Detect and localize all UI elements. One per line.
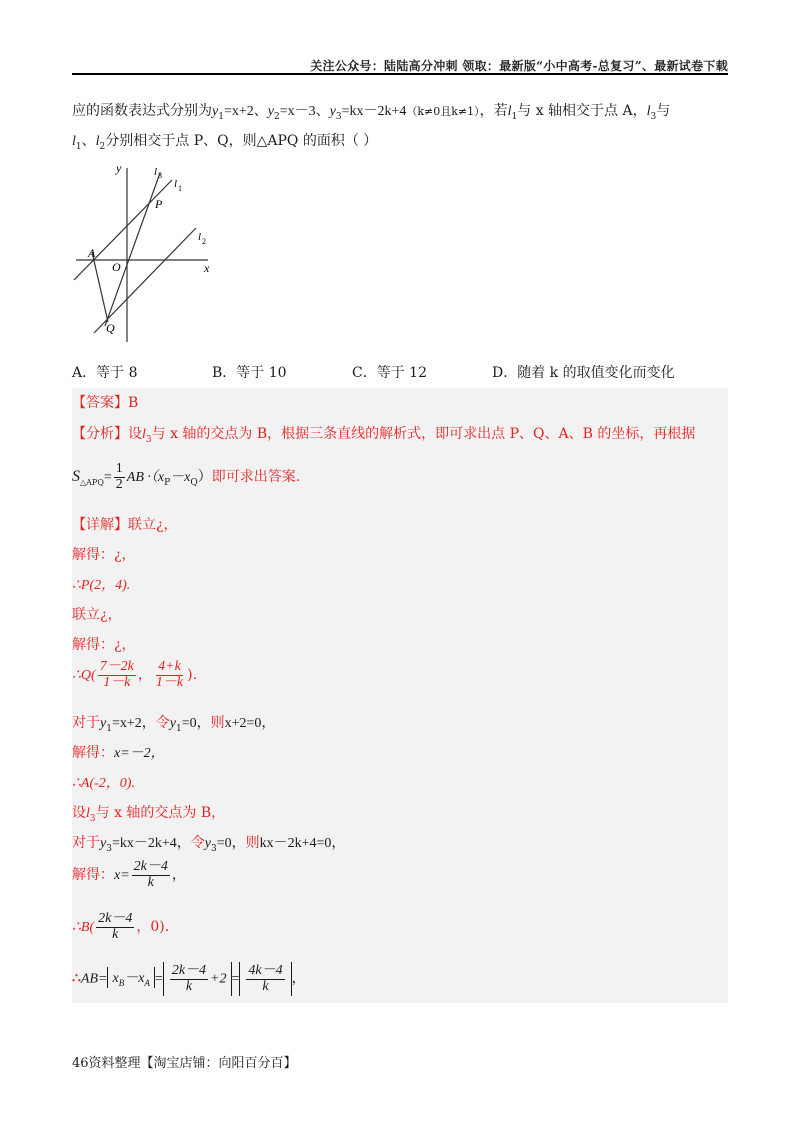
y3-expression: =kx－2k+4 [341, 104, 407, 119]
l1-subscript: 1 [511, 111, 518, 122]
header-rule [72, 73, 728, 75]
xa-subscript: A [144, 978, 150, 989]
l2-label: l [198, 231, 202, 243]
fraction-denominator: 1－k [103, 674, 131, 690]
separator: ， [171, 867, 186, 884]
equation: =0， [181, 716, 211, 731]
y1-expression: =x+2、 [223, 104, 268, 119]
plus-two: +2 [210, 971, 227, 987]
option-text: 随着 k 的取值变化而变化 [517, 365, 675, 381]
abs-final-fraction [239, 962, 291, 996]
xb-subscript: B [118, 978, 125, 989]
detail-text: 解得： [72, 867, 114, 884]
separator: ， [137, 667, 152, 684]
detail-line-5 [72, 634, 136, 654]
analysis-text: 与 x 轴的交点为 B，根据三条直线的解析式，即可求出点 P、Q、A、B 的坐标，再根据 [151, 426, 696, 442]
l3-subscript: 3 [89, 813, 96, 824]
page-footer: 46资料整理【淘宝店铺：向阳百分百】 [72, 1056, 297, 1071]
detail-text: 对于 [72, 715, 100, 731]
equation: =0， [216, 836, 246, 851]
answer-line [72, 392, 138, 412]
option-letter: A． [72, 365, 97, 381]
fraction-denominator: k [147, 874, 154, 890]
detail-line-13 [72, 912, 169, 942]
option-text: 等于 10 [236, 365, 287, 381]
detail-line-9 [72, 772, 135, 792]
equals: = [231, 971, 240, 987]
detail-text: ，0). [136, 919, 170, 936]
l3-symbol: l [646, 104, 651, 119]
question-text: ，若 [479, 103, 508, 119]
l2-symbol: l [95, 134, 100, 149]
detail-text: ). [187, 667, 198, 684]
option-text: 等于 8 [96, 365, 138, 381]
y3-subscript: 3 [106, 843, 112, 854]
abs-xb-minus-xa [107, 967, 154, 988]
option-text: 等于 12 [376, 365, 427, 381]
detail-line-14 [72, 962, 306, 996]
fraction-numerator: 4k－4 [248, 963, 283, 978]
fraction-numerator: 2k－4 [133, 859, 168, 874]
l3-label: l [154, 166, 158, 178]
detail-line-3 [72, 574, 130, 594]
detail-text: 与 x 轴的交点为 B， [95, 805, 226, 821]
question-text: 分别相交于点 P、Q，则△APQ 的面积（ ） [105, 133, 378, 149]
equals: = [103, 470, 112, 486]
y2-subscript: 2 [273, 111, 280, 122]
analysis-line-1 [72, 423, 695, 445]
y1-symbol: y [169, 716, 176, 731]
area-subscript: △APQ [80, 477, 104, 487]
x-solution: x=－2， [114, 746, 165, 761]
b-x-fraction [96, 912, 134, 942]
equation: kx－2k+4=0， [259, 836, 346, 851]
detail-text: 解得：¿， [72, 547, 136, 563]
formula-text: AB ·（x [126, 470, 165, 486]
detail-line-2 [72, 544, 136, 564]
y3-symbol: y [329, 104, 336, 119]
fraction-denominator: 1－k [155, 674, 184, 690]
point-b-prefix: ∴B( [72, 920, 95, 936]
abs-fraction-plus-2 [163, 962, 232, 996]
y1-subscript: 1 [175, 723, 182, 734]
detail-line-1 [72, 514, 178, 534]
detail-tag: 【详解】 [72, 517, 128, 533]
xq-subscript: Q [190, 477, 198, 488]
l3-label-sub: 3 [158, 171, 162, 180]
detail-line-4 [72, 604, 122, 624]
origin-label: O [112, 260, 121, 274]
x-equals: x= [114, 868, 130, 884]
question-line-1 [72, 100, 670, 122]
l3-symbol: l [142, 427, 146, 442]
detail-text: 令 [155, 715, 170, 731]
y3-subscript: 3 [335, 111, 342, 122]
question-text: 与 x 轴相交于点 A， [517, 103, 647, 119]
detail-text: 联立¿， [72, 607, 122, 623]
fraction-numerator: 4+k [158, 659, 181, 674]
option-c [352, 362, 427, 382]
y1-subscript: 1 [218, 111, 224, 122]
option-letter: C． [352, 365, 377, 381]
detail-line-6 [72, 660, 197, 690]
page-header: 关注公众号：陆陆高分冲刺 领取：最新版“小中高考-总复习”、最新试卷下载 [310, 59, 728, 73]
l1-symbol: l [72, 134, 76, 149]
line-l1 [74, 180, 172, 280]
point-p-label: P [155, 197, 163, 211]
point-q-label: Q [106, 321, 115, 335]
therefore-symbol: ∴ [72, 970, 81, 987]
b-x-fraction [132, 860, 170, 890]
option-d [492, 362, 675, 382]
y3-symbol: y [100, 836, 107, 851]
l3-symbol: l [86, 806, 90, 821]
xp-subscript: P [164, 477, 171, 488]
fraction-denominator: k [262, 978, 269, 994]
y1-symbol: y [212, 104, 219, 119]
y-axis-label: y [116, 161, 122, 175]
detail-line-12 [72, 860, 186, 890]
answer-value: B [128, 395, 139, 411]
answer-tag: 【答案】 [72, 395, 128, 411]
half-fraction [114, 462, 125, 492]
point-a-result: ∴A(-2，0). [72, 776, 135, 791]
x-symbol: x [112, 971, 119, 987]
fraction-denominator: 2 [115, 476, 123, 492]
area-symbol: S [72, 468, 80, 486]
detail-line-8 [72, 742, 165, 762]
detail-line-10 [72, 802, 225, 824]
ab-equals: AB= [80, 971, 108, 987]
detail-text: 解得： [72, 745, 114, 761]
equation: x+2=0， [224, 716, 276, 731]
question-line-2 [72, 130, 377, 152]
analysis-tag: 【分析】 [72, 426, 128, 442]
analysis-text: 即可求出答案. [211, 469, 301, 486]
detail-text: 则 [210, 715, 225, 731]
y1-symbol: y [100, 716, 107, 731]
point-a-label: A [88, 246, 96, 260]
y3-subscript: 3 [210, 843, 217, 854]
option-letter: B． [212, 365, 237, 381]
detail-text: 令 [190, 835, 205, 851]
fraction-denominator: k [112, 926, 119, 942]
option-letter: D． [492, 365, 518, 381]
fraction-denominator: k [185, 978, 193, 994]
y2-symbol: y [267, 104, 274, 119]
y1-expression: =x+2， [111, 716, 156, 731]
detail-text: 对于 [72, 835, 100, 851]
fraction-numerator: 2k－4 [171, 963, 207, 978]
y2-expression: =x－3、 [279, 104, 330, 119]
question-text: 与 [656, 103, 671, 119]
b-x-fraction [170, 964, 208, 994]
l1-label-sub: 1 [178, 184, 182, 193]
separator: ， [291, 970, 306, 987]
option-a [72, 362, 137, 382]
detail-text: 解得：¿， [72, 637, 136, 653]
detail-text: 设 [72, 805, 86, 821]
detail-line-11 [72, 832, 345, 854]
formula-text: ） [197, 470, 212, 486]
question-text: 应的函数表达式分别为 [72, 103, 212, 119]
formula-text: －x [170, 470, 191, 486]
analysis-text: 设 [128, 426, 142, 442]
l3-subscript: 3 [650, 111, 657, 122]
x-axis-label: x [204, 261, 210, 275]
minus-x: －x [124, 971, 145, 987]
fraction-numerator: 2k－4 [98, 911, 133, 926]
line-l3 [105, 173, 160, 326]
detail-text: 则 [245, 835, 260, 851]
y1-subscript: 1 [106, 723, 112, 734]
ab-fraction [246, 964, 284, 994]
l2-subscript: 2 [99, 141, 106, 152]
separator: 、 [81, 133, 96, 149]
graph-figure [72, 158, 222, 348]
option-b [212, 362, 287, 382]
detail-line-7 [72, 712, 275, 734]
equals: = [154, 971, 163, 987]
analysis-line-2 [72, 462, 300, 492]
l3-subscript: 3 [145, 434, 152, 445]
l1-label: l [174, 178, 178, 190]
point-q-prefix: ∴Q( [72, 668, 96, 684]
l1-symbol: l [507, 104, 512, 119]
detail-text: 联立¿， [128, 517, 178, 533]
l1-subscript: 1 [75, 141, 82, 152]
q-y-fraction [154, 660, 185, 690]
k-condition: （k≠0且k≠1） [406, 105, 480, 118]
y3-expression: =kx－2k+4， [111, 836, 191, 851]
fraction-numerator: 1 [115, 461, 123, 476]
y3-symbol: y [204, 836, 211, 851]
q-x-fraction [98, 660, 136, 690]
point-p-result: ∴P(2，4). [72, 578, 131, 593]
line-l3-lower [92, 252, 108, 322]
l2-label-sub: 2 [202, 237, 206, 246]
fraction-numerator: 7－2k [99, 659, 134, 674]
